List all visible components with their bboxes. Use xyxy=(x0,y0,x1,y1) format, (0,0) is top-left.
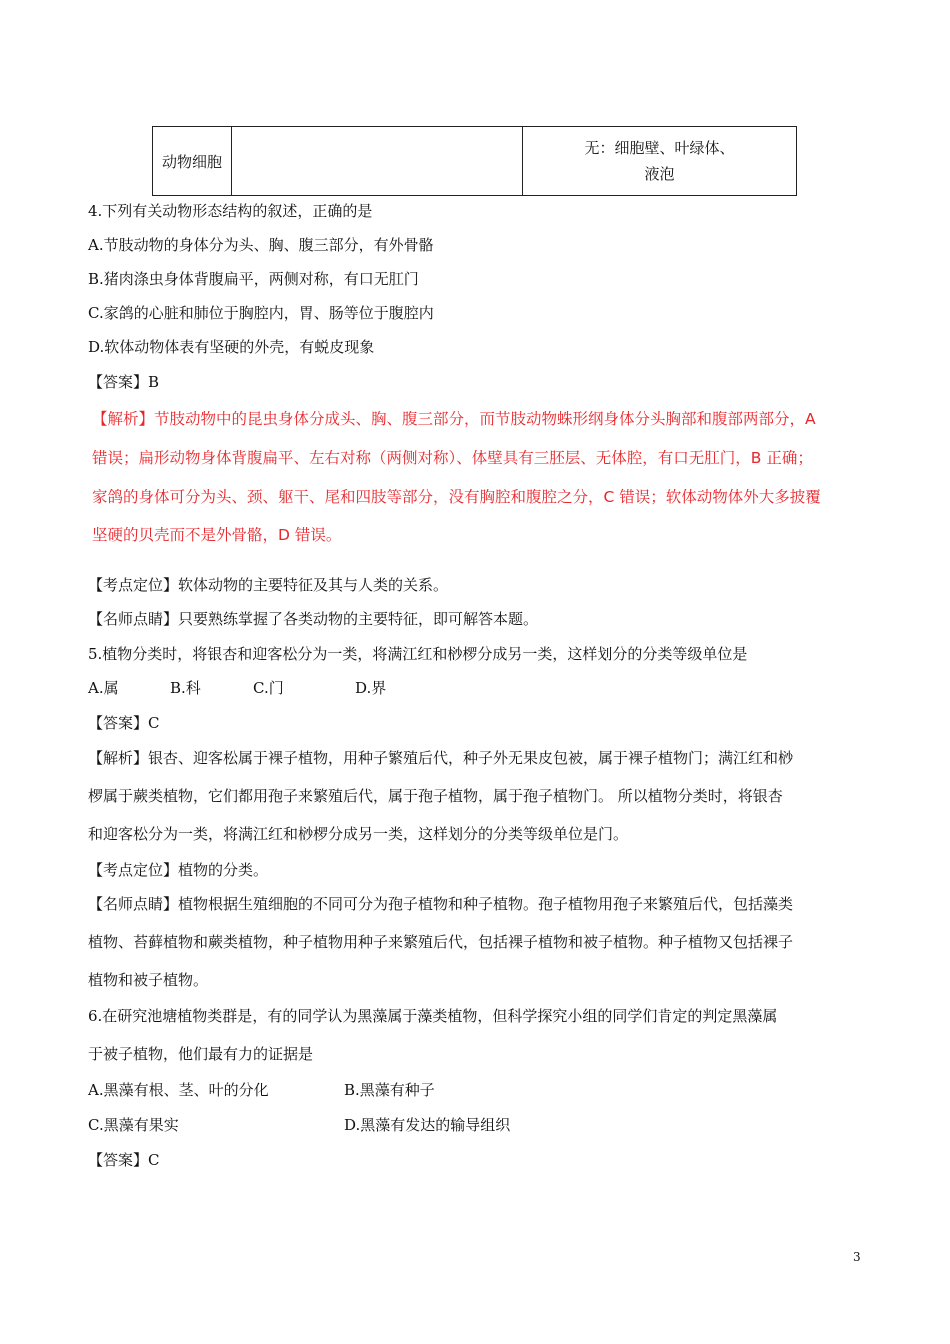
q4-analysis-line: 错误；扁形动物身体背腹扁平、左右对称（两侧对称）、体壁具有三胚层、无体腔，有口无肛门，B 正确； xyxy=(92,449,813,467)
q5-analysis-line: 椤属于蕨类植物，它们都用孢子来繁殖后代，属于孢子植物，属于孢子植物门。 所以植物分类时，将银杏 xyxy=(88,787,783,805)
q6-stem-line: 6.在研究池塘植物类群是，有的同学认为黑藻属于藻类植物，但科学探究小组的同学们肯定的判定黑藻属 xyxy=(88,1007,778,1025)
q4-point: 【考点定位】软体动物的主要特征及其与人类的关系。 xyxy=(88,576,449,594)
q4-analysis-line: 坚硬的贝壳而不是外骨骼，D 错误。 xyxy=(92,526,342,544)
q4-tip: 【名师点睛】只要熟练掌握了各类动物的主要特征，即可解答本题。 xyxy=(88,610,539,628)
q6-answer: 【答案】C xyxy=(88,1151,160,1169)
cell-comparison-table xyxy=(152,126,797,196)
row-right-cell xyxy=(523,127,797,196)
q4-option-a: A.节肢动物的身体分为头、胸、腹三部分，有外骨骼 xyxy=(88,236,434,254)
q6-stem-line: 于被子植物，他们最有力的证据是 xyxy=(88,1045,314,1063)
row-label-cell: 动物细胞 xyxy=(153,127,232,196)
q5-answer: 【答案】C xyxy=(88,714,160,732)
q4-analysis-line: 家鸽的身体可分为头、颈、躯干、尾和四肢等部分，没有胸腔和腹腔之分，C 错误；软体动物体外大多披覆 xyxy=(92,488,821,506)
row-right-line1: 无：细胞壁、叶绿体、 xyxy=(584,139,735,157)
q4-stem: 4.下列有关动物形态结构的叙述，正确的是 xyxy=(88,202,373,220)
q5-stem: 5.植物分类时，将银杏和迎客松分为一类，将满江红和桫椤分成另一类，这样划分的分类等级单位是 xyxy=(88,645,748,663)
row-right-line2: 液泡 xyxy=(644,165,675,183)
q5-analysis-line: 【解析】银杏、迎客松属于裸子植物，用种子繁殖后代，种子外无果皮包被，属于裸子植物门；满江红和桫 xyxy=(88,749,794,767)
q5-option-a: A.属 xyxy=(88,679,119,697)
q6-option-d: D.黑藻有发达的输导组织 xyxy=(344,1116,511,1134)
q6-option-c: C.黑藻有果实 xyxy=(88,1116,179,1134)
q5-tip-line: 植物和被子植物。 xyxy=(88,971,209,989)
q6-option-a: A.黑藻有根、茎、叶的分化 xyxy=(88,1081,269,1099)
q6-option-b: B.黑藻有种子 xyxy=(344,1081,435,1099)
q4-answer: 【答案】B xyxy=(88,373,160,391)
q5-analysis-line: 和迎客松分为一类，将满江红和桫椤分成另一类，这样划分的分类等级单位是门。 xyxy=(88,825,629,843)
q5-option-d: D.界 xyxy=(355,679,387,697)
q4-option-c: C.家鸽的心脏和肺位于胸腔内，胃、肠等位于腹腔内 xyxy=(88,304,434,322)
row-middle-cell xyxy=(232,127,523,196)
q5-point: 【考点定位】植物的分类。 xyxy=(88,861,269,879)
table-row xyxy=(153,127,797,196)
page-number: 3 xyxy=(853,1250,861,1264)
q5-tip-line: 【名师点睛】植物根据生殖细胞的不同可分为孢子植物和种子植物。孢子植物用孢子来繁殖后代，包括藻类 xyxy=(88,895,794,913)
q5-option-c: C.门 xyxy=(253,679,284,697)
q5-option-b: B.科 xyxy=(170,679,201,697)
q4-option-b: B.猪肉涤虫身体背腹扁平，两侧对称，有口无肛门 xyxy=(88,270,419,288)
q4-option-d: D.软体动物体表有坚硬的外壳，有蜕皮现象 xyxy=(88,338,375,356)
q4-analysis-line: 【解析】节肢动物中的昆虫身体分成头、胸、腹三部分，而节肢动物蛛形纲身体分头胸部和腹部两部分，A xyxy=(92,410,816,428)
q5-tip-line: 植物、苔藓植物和蕨类植物，种子植物用种子来繁殖后代，包括裸子植物和被子植物。种子植物又包括裸子 xyxy=(88,933,794,951)
